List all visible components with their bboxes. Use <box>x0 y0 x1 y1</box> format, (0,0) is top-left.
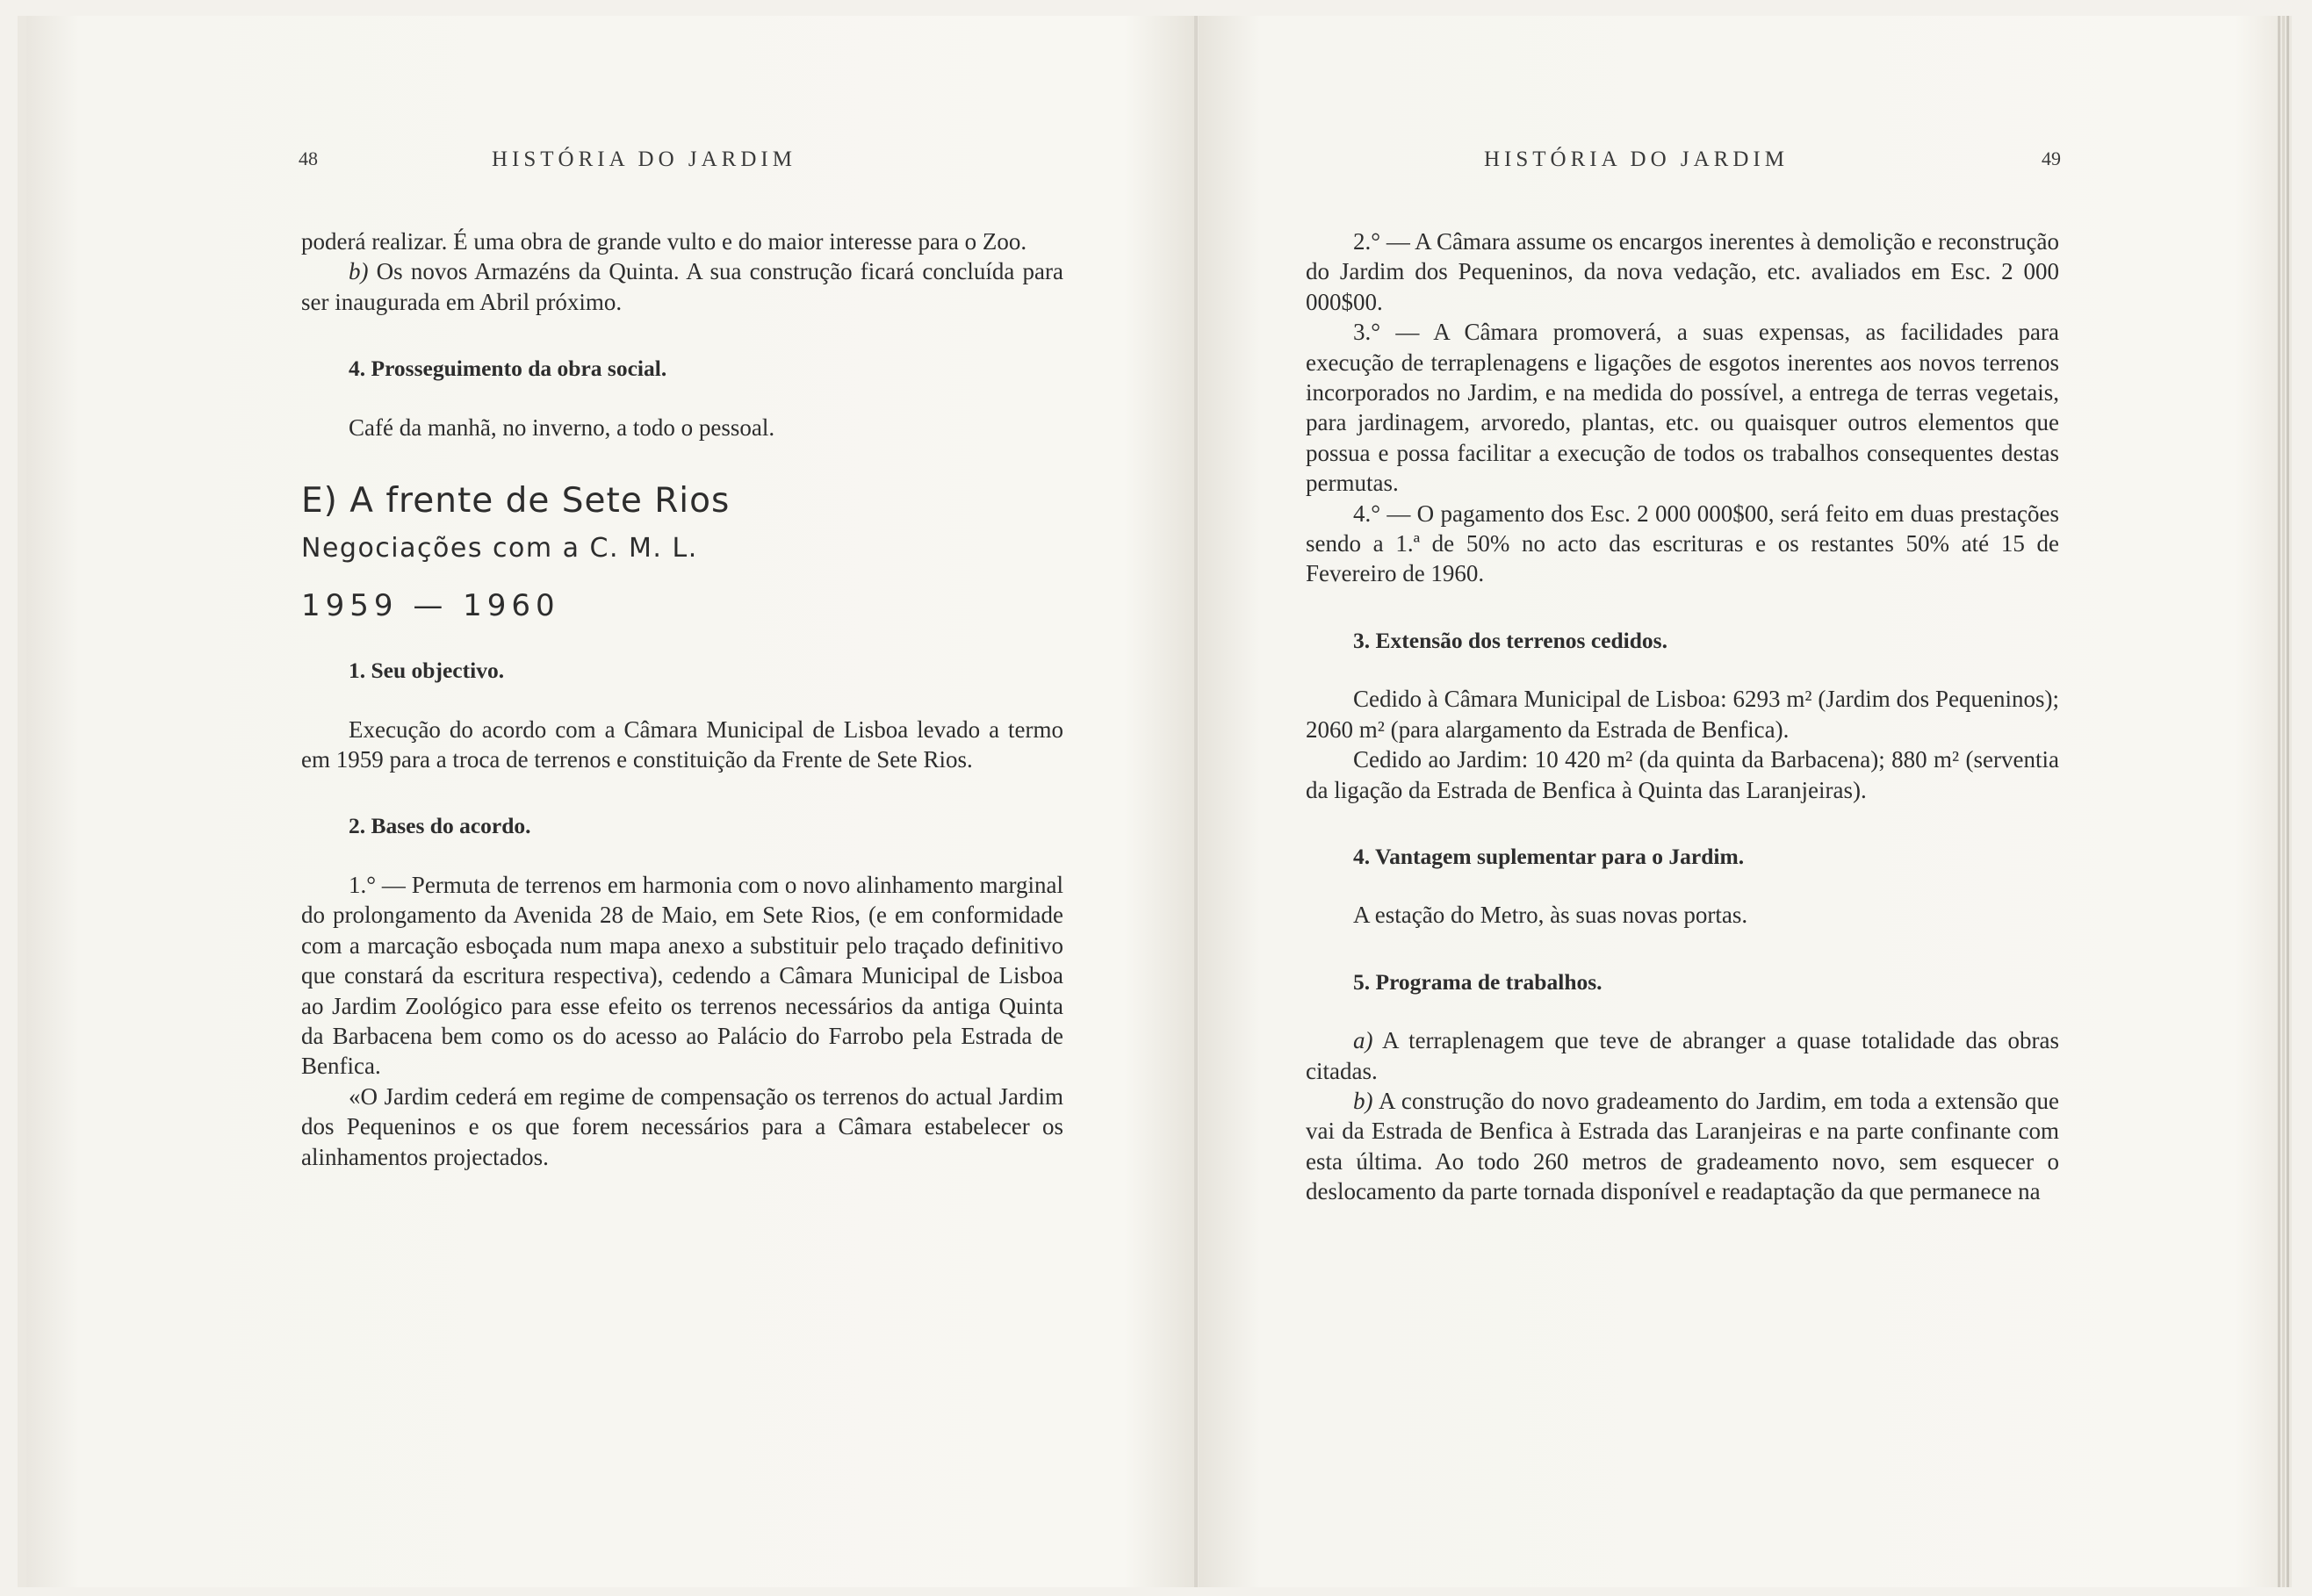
paragraph: poderá realizar. É uma obra de grande vulto e do maior interesse para o Zoo. <box>301 228 1027 255</box>
left-page <box>26 16 1195 1587</box>
list-label: b) <box>1353 1087 1373 1114</box>
open-book <box>18 16 2292 1587</box>
page-number: 49 <box>2042 147 2061 169</box>
paragraph: 3.° — A Câmara promoverá, a suas expensas, as facilidades para execução de terraplenagens e ligações de esgotos inerentes aos novos terrenos incorporados no Jardim, e na medida do possível, a entrega de terras vegetais, para jardinagem, arvoredo, plantas, etc. ou quaisquer outros elementos que possua e possa facilitar a execução de todos os trabalhos consequentes destas permutas. <box>1306 319 2059 497</box>
page-number: 48 <box>299 147 318 169</box>
page-edge <box>2282 16 2285 1587</box>
section-heading: 4. Vantagem suplementar para o Jardim. <box>1353 843 1745 869</box>
right-body <box>1306 226 2059 1207</box>
gutter <box>1194 16 1198 1587</box>
paragraph: Cedido ao Jardim: 10 420 m² (da quinta da Barbacena); 880 m² (serventia da ligação da Estrada de Benfica à Quinta das Laranjeiras). <box>1306 746 2059 803</box>
page-edge <box>2278 16 2280 1587</box>
left-body <box>301 226 1063 1172</box>
page-edge <box>2287 16 2289 1587</box>
list-label: b) <box>349 258 369 285</box>
list-label: a) <box>1353 1027 1373 1054</box>
section-heading: 4. Prosseguimento da obra social. <box>349 356 667 382</box>
paragraph-text: A terraplenagem que teve de abranger a quase totalidade das obras citadas. <box>1306 1027 2059 1084</box>
running-head: HISTÓRIA DO JARDIM <box>1484 147 1789 171</box>
paragraph: 1.° — Permuta de terrenos em harmonia com o novo alinhamento marginal do prolongamento da Avenida 28 de Maio, em Sete Rios, (e em conformidade com a marcação esboçada num mapa anexo a substituir pelo traçado definitivo que constará da escritura respectiva), cedendo a Câmara Municipal de Lisboa ao Jardim Zoológico para esse efeito os terrenos necessários da antiga Quinta da Barbacena bem como os do acesso ao Palácio do Farrobo pela Estrada de Benfica. <box>301 871 1063 1080</box>
paragraph <box>1306 1086 2059 1207</box>
chapter-title: E) A frente de Sete Rios <box>301 481 731 521</box>
paragraph: Café da manhã, no inverno, a todo o pessoal. <box>349 413 775 441</box>
section-heading: 1. Seu objectivo. <box>349 658 505 684</box>
chapter-years: 1959 — 1960 <box>301 587 560 623</box>
paragraph: 2.° — A Câmara assume os encargos inerentes à demolição e reconstrução do Jardim dos Pequeninos, da nova vedação, etc. avaliados em Esc. 2 000 000$00. <box>1306 228 2059 315</box>
section-heading: 5. Programa de trabalhos. <box>1353 968 1603 995</box>
section-heading: 3. Extensão dos terrenos cedidos. <box>1353 627 1667 653</box>
paragraph <box>301 256 1063 317</box>
paragraph: 4.° — O pagamento dos Esc. 2 000 000$00, será feito em duas prestações sendo a 1.ª de 50% no acto das escrituras e os restantes 50% até 15 de Fevereiro de 1960. <box>1306 500 2059 587</box>
paragraph-text: Os novos Armazéns da Quinta. A sua construção ficará concluída para ser inaugurada em Abril próximo. <box>301 258 1063 315</box>
paragraph: «O Jardim cederá em regime de compensação os terrenos do actual Jardim dos Pequeninos e os que forem necessários para a Câmara estabelecer os alinhamentos projectados. <box>301 1082 1063 1170</box>
paragraph <box>1306 1025 2059 1086</box>
paragraph: Execução do acordo com a Câmara Municipal de Lisboa levado a termo em 1959 para a troca de terrenos e constituição da Frente de Sete Rios. <box>301 715 1063 773</box>
paragraph-text: A construção do novo gradeamento do Jardim, em toda a extensão que vai da Estrada de Benfica à Estrada das Laranjeiras e na parte confinante com esta última. Ao todo 260 metros de gradeamento novo, sem esquecer o deslocamento da parte tornada disponível e readaptação da que permanece na <box>1306 1087 2059 1205</box>
right-page <box>1199 16 2277 1587</box>
chapter-subtitle: Negociações com a C. M. L. <box>301 533 698 564</box>
section-heading: 2. Bases do acordo. <box>349 813 531 839</box>
paragraph: A estação do Metro, às suas novas portas. <box>1353 902 1748 929</box>
running-head: HISTÓRIA DO JARDIM <box>492 147 796 171</box>
paragraph: Cedido à Câmara Municipal de Lisboa: 6293 m² (Jardim dos Pequeninos); 2060 m² (para alargamento da Estrada de Benfica). <box>1306 686 2059 743</box>
